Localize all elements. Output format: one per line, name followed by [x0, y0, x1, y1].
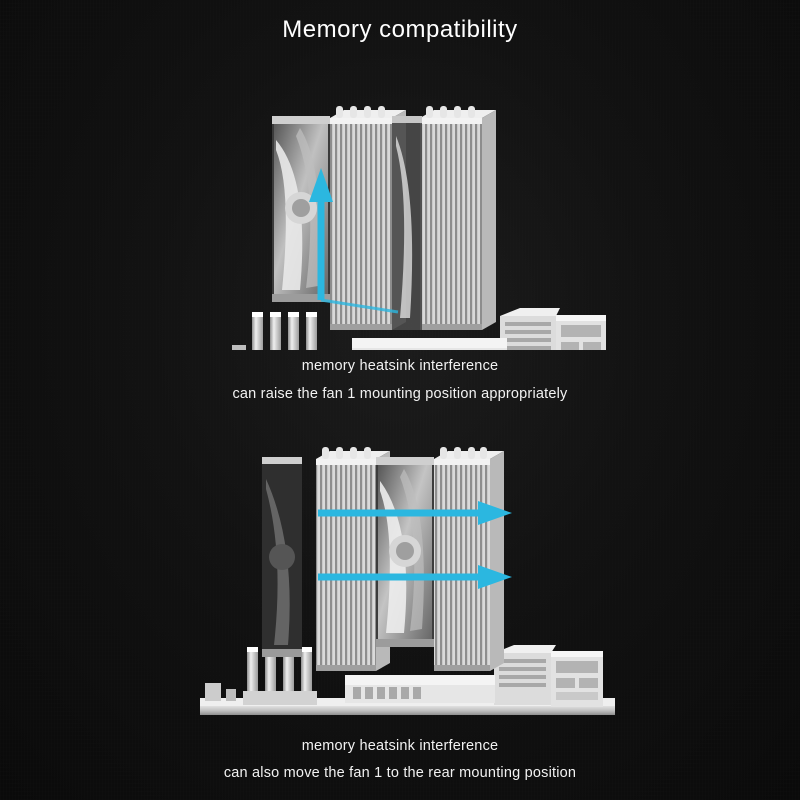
cooler-base — [345, 675, 495, 703]
figure-top-caption-line1: memory heatsink interference — [301, 358, 499, 374]
page-title: Memory compatibility — [282, 16, 518, 43]
figure-bottom — [0, 435, 800, 725]
figure-top-caption-line2: can raise the fan 1 mounting position appropriately — [232, 386, 568, 402]
ram-memory-modules — [248, 312, 322, 350]
cooling-fan-2-middle — [392, 116, 422, 330]
rear-io-shield — [551, 651, 603, 707]
cooling-fan-middle — [376, 457, 434, 647]
cooler-base — [352, 338, 507, 350]
figure-bottom-caption-line2: can also move the fan 1 to the rear mounting position — [223, 765, 577, 781]
heatsink-fin-stack-right — [420, 106, 496, 330]
rear-io-shield — [556, 315, 606, 350]
heatsink-fin-stack-right — [434, 447, 504, 671]
vrm-heatsink — [500, 308, 560, 350]
figure-top — [0, 50, 800, 350]
cooling-fan-front — [262, 457, 302, 657]
figure-bottom-caption-line1: memory heatsink interference — [301, 738, 499, 754]
